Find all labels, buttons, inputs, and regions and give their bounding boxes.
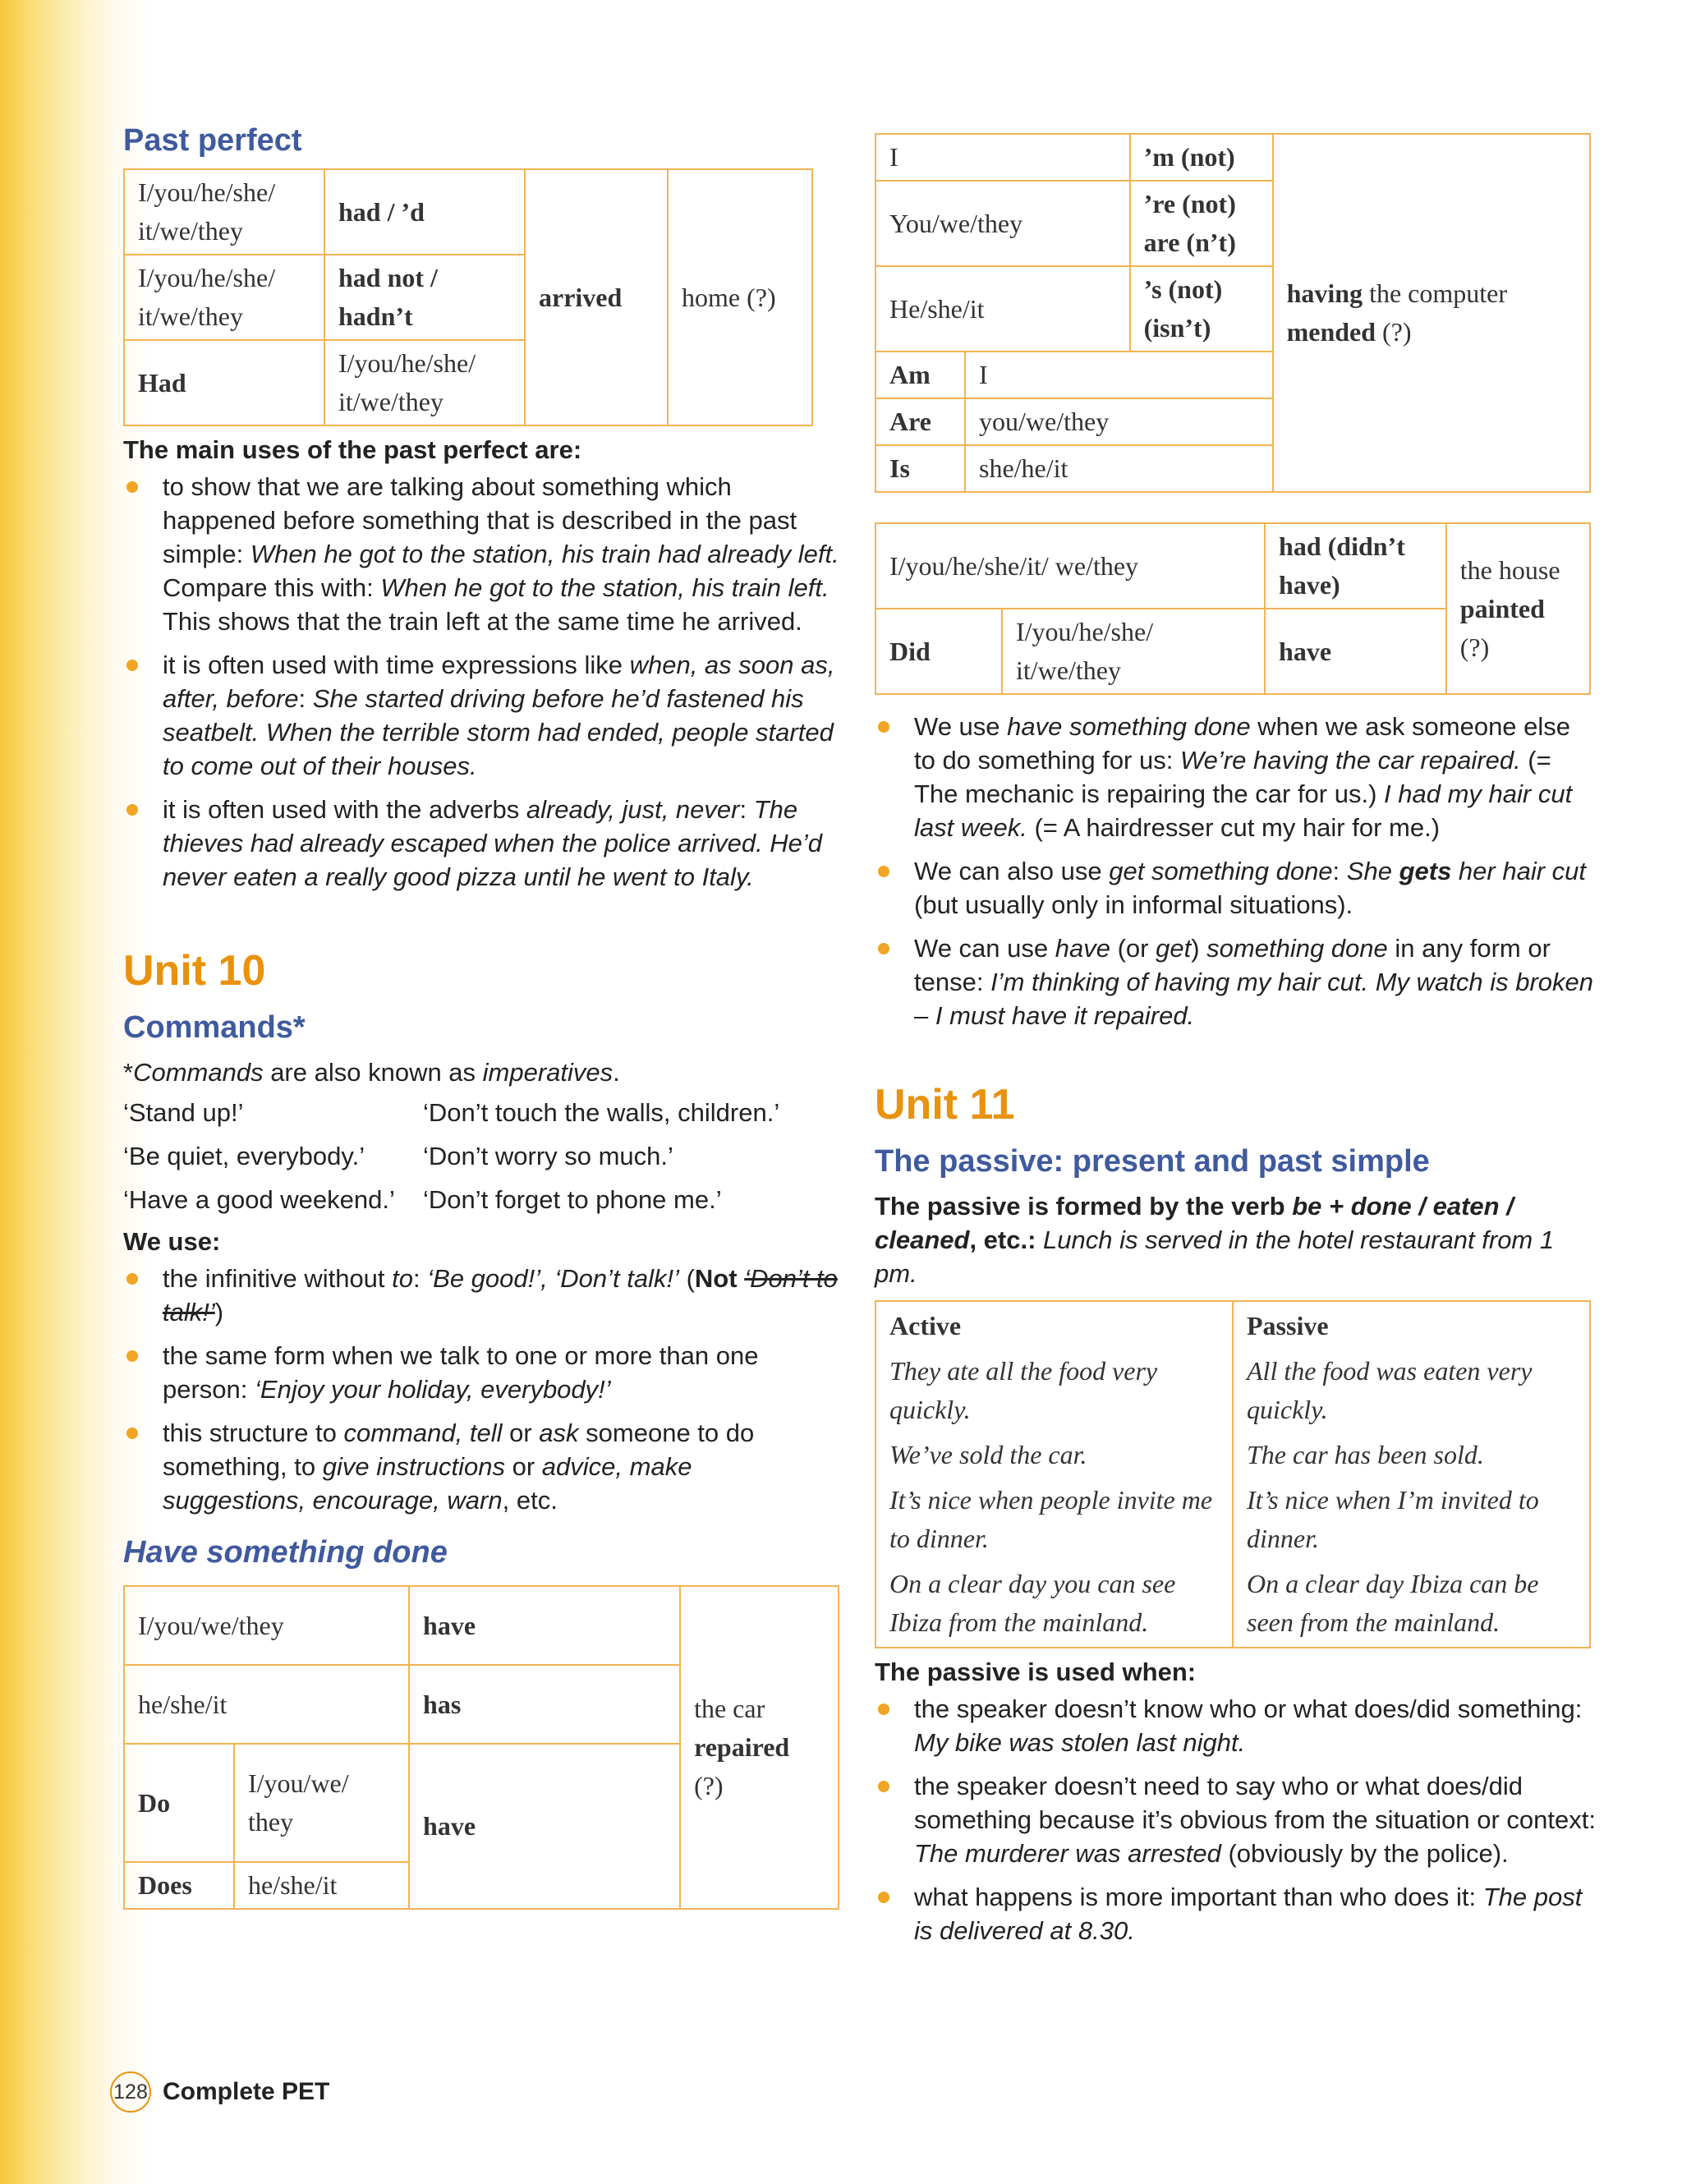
pp-r1-subject: I/you/he/she/ it/we/they <box>124 169 324 255</box>
list-item: the speaker doesn’t need to say who or what does/did something because it’s obvious from the situation or context: The murderer was arrested (obviously by the police). <box>875 1769 1597 1870</box>
passive-uses-list <box>875 1692 1597 1947</box>
unit-10-heading: Unit 10 <box>123 947 266 995</box>
page-footer <box>110 2071 329 2113</box>
t1-a2: ’re (not) are (n’t) <box>1130 181 1273 266</box>
unit-11-heading: Unit 11 <box>875 1081 1015 1129</box>
active-passive-table <box>875 1300 1591 1648</box>
command-example: ‘Don’t worry so much.’ <box>423 1142 673 1170</box>
list-item: We can use have (or get) something done in any form or tense: I’m thinking of having my hair cut. My watch is broken – I must have it repaired. <box>875 931 1597 1032</box>
hsd-do-subject: I/you/we/ they <box>234 1744 409 1862</box>
pp-uses-heading: The main uses of the past perfect are: <box>123 435 582 464</box>
command-example: ‘Don’t touch the walls, children.’ <box>423 1098 780 1127</box>
present-continuous-table <box>875 133 1591 493</box>
commands-note: *Commands are also known as imperatives. <box>123 1058 620 1087</box>
list-item: the speaker doesn’t know who or what does/did something: My bike was stolen last night. <box>875 1692 1597 1759</box>
t2-have: have <box>1265 609 1446 694</box>
we-use-heading: We use: <box>123 1227 221 1256</box>
list-item: the same form when we talk to one or more than one person: ‘Enjoy your holiday, everybody!’ <box>123 1339 842 1406</box>
t1-a1: ’m (not) <box>1130 134 1273 181</box>
list-item: this structure to command, tell or ask someone to do something, to give instructions or advice, make suggestions, encourage, warn, etc. <box>123 1416 842 1517</box>
commands-examples <box>123 1096 842 1216</box>
hsd-does: Does <box>124 1862 234 1909</box>
t1-q3: Is <box>875 445 965 492</box>
t1-q1: Am <box>875 352 965 398</box>
passive-intro: The passive is formed by the verb be + done / eaten / cleaned, etc.: Lunch is served in the hotel restaurant from 1 pm. <box>875 1192 1555 1288</box>
hsd-r1-subject: I/you/we/they <box>124 1586 409 1665</box>
pp-verb: arrived <box>525 169 668 425</box>
pp-r3-subject: I/you/he/she/ it/we/they <box>324 340 525 425</box>
have-something-done-list <box>875 710 1597 1032</box>
pp-rest: home (?) <box>668 169 812 425</box>
t2-did-subject: I/you/he/she/ it/we/they <box>1002 609 1265 694</box>
have-something-done-table <box>123 1585 839 1910</box>
t2-aux: had (didn’t have) <box>1265 523 1446 609</box>
hsd-have: have <box>409 1744 680 1909</box>
commands-use-list <box>123 1262 842 1517</box>
hsd-r2-subject: he/she/it <box>124 1665 409 1744</box>
active-header: Active <box>875 1301 1233 1349</box>
t1-s1: I <box>875 134 1130 181</box>
list-item: it is often used with the adverbs already, just, never: The thieves had already escaped when the police arrived. He’d never eaten a really good pizza until he went to Italy. <box>123 793 842 894</box>
past-perfect-heading: Past perfect <box>123 123 302 158</box>
list-item: We can also use get something done: She gets her hair cut (but usually only in informal situations). <box>875 854 1597 922</box>
list-item: what happens is more important than who does it: The post is delivered at 8.30. <box>875 1880 1597 1947</box>
book-title: Complete PET <box>163 2078 330 2105</box>
list-item: to show that we are talking about something which happened before something that is described in the past simple: When he got to the station, his train had already left. Compare this with: When he got to the station, his train left. This shows that the train left at the same time he arrived. <box>123 470 842 638</box>
t1-q2-subject: you/we/they <box>965 398 1273 445</box>
passive-example: It’s nice when I’m invited to dinner. <box>1233 1478 1590 1561</box>
passive-example: All the food was eaten very quickly. <box>1233 1349 1590 1432</box>
t1-rest: having the computer mended (?) <box>1273 134 1590 492</box>
pp-r2-subject: I/you/he/she/ it/we/they <box>124 255 324 340</box>
hsd-does-subject: he/she/it <box>234 1862 409 1909</box>
pp-r1-aux: had / ’d <box>324 169 525 255</box>
right-column <box>875 133 1597 1957</box>
t1-q2: Are <box>875 398 965 445</box>
t1-q3-subject: she/he/it <box>965 445 1273 492</box>
t2-did: Did <box>875 609 1002 694</box>
passive-example: On a clear day Ibiza can be seen from the mainland. <box>1233 1561 1590 1648</box>
active-example: It’s nice when people invite me to dinner. <box>875 1478 1233 1561</box>
passive-example: The car has been sold. <box>1233 1432 1590 1478</box>
active-example: On a clear day you can see Ibiza from the mainland. <box>875 1561 1233 1648</box>
pp-r2-aux: had not / hadn’t <box>324 255 525 340</box>
t2-rest: the house painted (?) <box>1446 523 1590 694</box>
command-example: ‘Have a good weekend.’ <box>123 1185 395 1214</box>
page-number: 128 <box>110 2071 151 2113</box>
t1-q1-subject: I <box>965 352 1273 398</box>
hsd-r1-aux: have <box>409 1586 680 1665</box>
passive-header: Passive <box>1233 1301 1590 1349</box>
left-column <box>123 123 842 1910</box>
command-example: ‘Be quiet, everybody.’ <box>123 1142 365 1170</box>
commands-heading: Commands* <box>123 1010 306 1045</box>
command-example: ‘Don’t forget to phone me.’ <box>423 1185 722 1214</box>
hsd-object: the car repaired (?) <box>680 1586 839 1909</box>
pp-uses-list <box>123 470 842 894</box>
t1-s2: You/we/they <box>875 181 1130 266</box>
t1-a3: ’s (not) (isn’t) <box>1130 266 1273 352</box>
pp-r3-aux: Had <box>124 340 324 425</box>
list-item: it is often used with time expressions like when, as soon as, after, before: She started driving before he’d fastened his seatbelt. When the terrible storm had ended, people started to come out of their houses. <box>123 648 842 783</box>
hsd-do: Do <box>124 1744 234 1862</box>
t1-s3: He/she/it <box>875 266 1130 352</box>
active-example: They ate all the food very quickly. <box>875 1349 1233 1432</box>
have-something-done-heading: Have something done <box>123 1535 448 1570</box>
passive-heading: The passive: present and past simple <box>875 1144 1430 1179</box>
list-item: the infinitive without to: ‘Be good!’, ‘Don’t talk!’ (Not ‘Don’t to talk!’) <box>123 1262 842 1329</box>
hsd-r2-aux: has <box>409 1665 680 1744</box>
command-example: ‘Stand up!’ <box>123 1098 244 1127</box>
passive-used-heading: The passive is used when: <box>875 1658 1197 1686</box>
list-item: We use have something done when we ask someone else to do something for us: We’re having the car repaired. (= The mechanic is repairing the car for us.) I had my hair cut last week. (= A hairdresser cut my hair for me.) <box>875 710 1597 844</box>
t2-subject: I/you/he/she/it/ we/they <box>875 523 1265 609</box>
past-simple-have-table <box>875 522 1591 695</box>
active-example: We’ve sold the car. <box>875 1432 1233 1478</box>
past-perfect-table <box>123 168 813 426</box>
